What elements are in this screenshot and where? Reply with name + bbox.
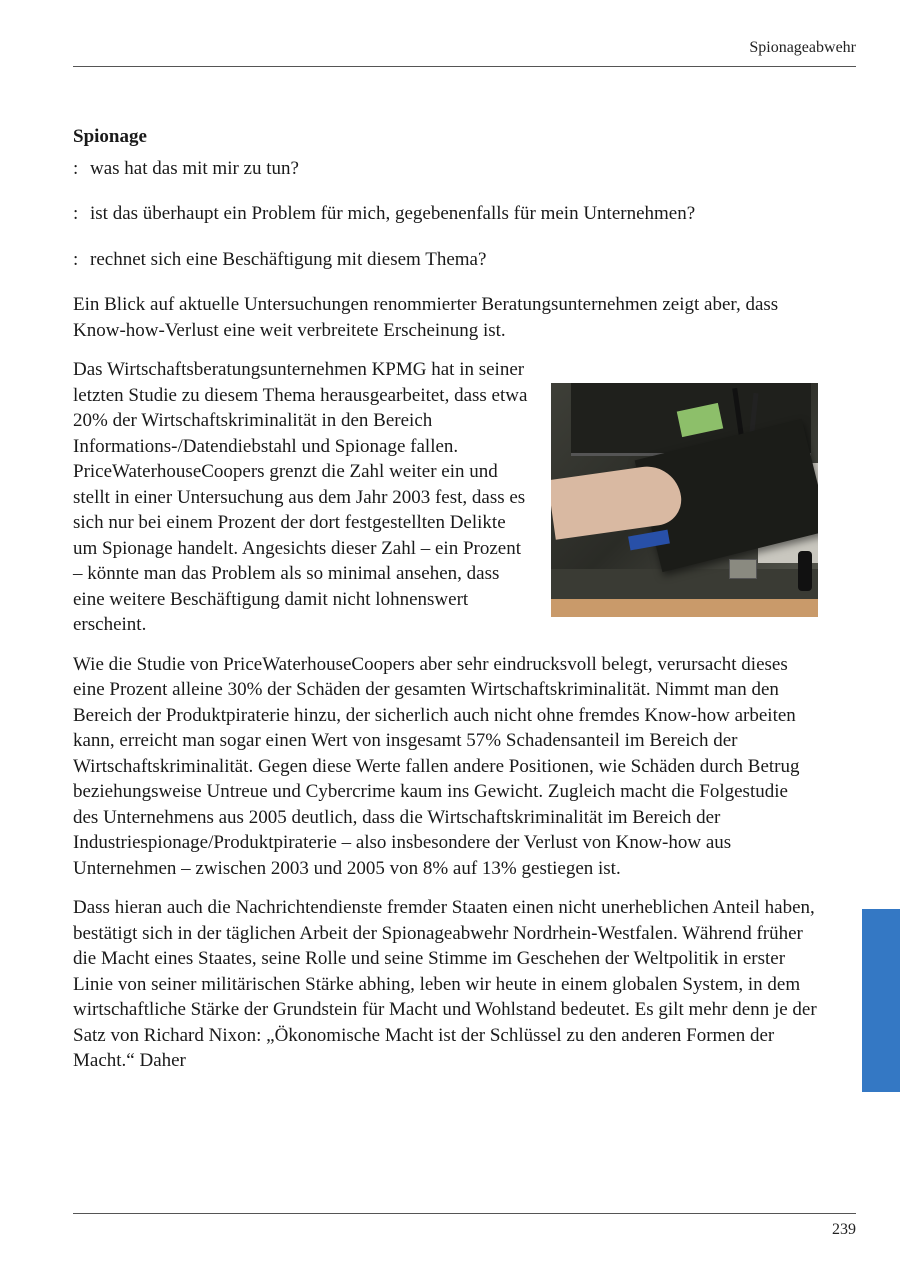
list-item bbox=[73, 156, 818, 182]
list-item bbox=[73, 247, 818, 273]
bullet-marker: : bbox=[73, 203, 79, 224]
page-number: 239 bbox=[832, 1221, 856, 1238]
list-item bbox=[73, 201, 818, 227]
section-heading: Spionage bbox=[73, 126, 147, 147]
bullet-marker: : bbox=[73, 157, 79, 179]
paragraph-intro: Ein Blick auf aktuelle Untersuchungen renommierter Beratungsunternehmen zeigt aber, dass Know-how-Verlust eine weit verbreitete Erscheinung ist. bbox=[73, 294, 779, 341]
briefcase-photo bbox=[551, 383, 818, 617]
list-item-text: ist das überhaupt ein Problem für mich, gegebenenfalls für mein Unternehmen? bbox=[90, 203, 696, 224]
paragraph-pwc: Wie die Studie von PriceWaterhouseCoopers aber sehr eindrucksvoll belegt, verursacht dieses eine Prozent alleine 30% der Schäden der gesamten Wirtschaftskriminalität. Nimmt man den Bereich der Produktpiraterie hinzu, der sicherlich auch nicht ohne fremdes Know-how arbeiten kann, erreicht man sogar einen Wert von insgesamt 57% Schadensanteil im Bereich der Wirtschaftskriminalität. Gegen diese Werte fallen andere Positionen, wie Schäden durch Betrug beziehungsweise Untreue und Cybercrime kaum ins Gewicht. Zugleich macht die Folgestudie des Unternehmens aus 2005 deutlich, dass die Wirtschaftskriminalität im Bereich der Industriespionage/Produktpiraterie – also insbesondere der Verlust von Know-how aus Unternehmen – zwischen 2003 und 2005 von 8% auf 13% gestiegen ist. bbox=[73, 653, 800, 879]
chapter-tab bbox=[862, 909, 900, 1092]
bullet-marker: : bbox=[73, 248, 79, 270]
list-item-text: was hat das mit mir zu tun? bbox=[90, 157, 299, 179]
footer-rule bbox=[73, 1213, 856, 1214]
text-with-photo bbox=[73, 357, 818, 638]
running-head: Spionageabwehr bbox=[749, 39, 856, 56]
question-list bbox=[73, 156, 818, 273]
paragraph-kpmg: Das Wirtschaftsberatungsunternehmen KPMG hat in seiner letzten Studie zu diesem Thema herausgearbeitet, dass etwa 20% der Wirtschaftskriminalität in den Bereich Informations-/Datendiebstahl und Spionage fallen. PriceWaterhouseCoopers grenzt die Zahl weiter ein und stellt in einer Untersuchung aus dem Jahr 2003 fest, dass es sich nur bei einem Prozent der dort festgestellten Delikte um Spionage handelt. Angesichts dieser Zahl – ein Prozent – könnte man das Problem als so minimal ansehen, dass eine weitere Beschäftigung damit nicht lohnenswert erscheint. bbox=[73, 359, 528, 635]
page-content bbox=[73, 124, 818, 1088]
list-item-text: rechnet sich eine Beschäftigung mit diesem Thema? bbox=[90, 248, 487, 270]
paragraph-intelligence: Dass hieran auch die Nachrichtendienste fremder Staaten einen nicht unerheblichen Anteil haben, bestätigt sich in der täglichen Arbeit der Spionageabwehr Nordrhein-Westfalen. Während früher die Macht eines Staates, seine Rolle und seine Stimme im Geschehen der Weltpolitik in erster Linie von seiner militärischen Stärke abhing, leben wir heute in einem globalen System, in dem wirtschaftliche Stärke der Grundstein für Macht und Wohlstand bedeutet. Es gilt mehr denn je der Satz von Richard Nixon: „Ökonomische Macht ist der Schlüssel zu den anderen Formen der Macht.“ Daher bbox=[73, 897, 817, 1071]
header-rule bbox=[73, 66, 856, 67]
